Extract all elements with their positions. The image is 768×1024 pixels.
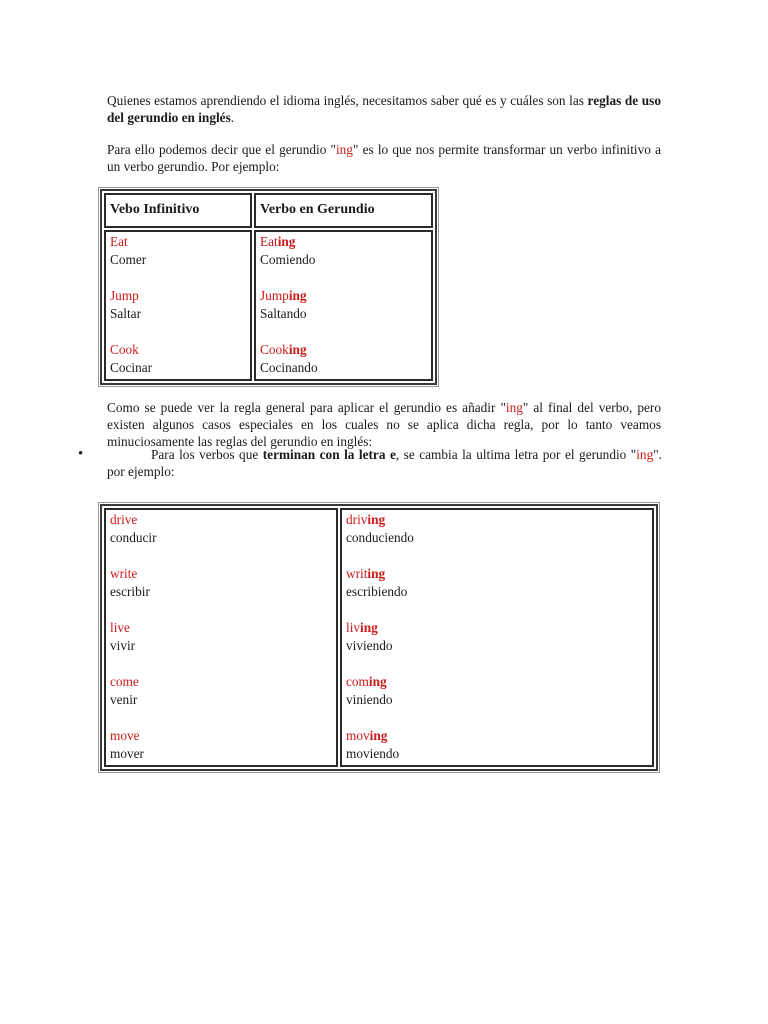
table-body-row	[104, 508, 654, 767]
para2-post: " es lo que nos permite transformar un verbo infinitivo a un verbo gerundio. Por ejemplo:	[107, 142, 661, 174]
list-item	[110, 511, 332, 546]
gerund-es: conduciendo	[346, 529, 414, 545]
gerund-suffix: ing	[368, 674, 387, 689]
intro-paragraph	[107, 92, 661, 126]
infinitive-column	[104, 230, 252, 381]
list-item	[110, 287, 246, 322]
verb-es: conducir	[110, 529, 157, 545]
para3-ing: ing	[505, 400, 523, 415]
bullet-bold: terminan con la letra e	[262, 447, 396, 462]
verb-en: come	[110, 674, 139, 689]
bullet-icon: •	[78, 446, 84, 462]
list-item	[346, 727, 648, 762]
verb-en: Jump	[110, 288, 139, 303]
gerund-en	[260, 233, 427, 251]
gerund-en	[346, 619, 648, 637]
gerund-suffix: ing	[288, 288, 307, 303]
list-item	[346, 619, 648, 654]
list-item	[260, 287, 427, 322]
intro-end: .	[230, 110, 235, 125]
header-infinitive: Vebo Infinitivo	[104, 193, 252, 228]
gerund-suffix: ing	[360, 620, 378, 635]
verb-en: write	[110, 566, 138, 581]
intro-text: Quienes estamos aprendiendo el idioma inglés, necesitamos saber qué es y cuáles son las	[107, 93, 588, 108]
gerund-en	[260, 287, 427, 305]
gerund-base: mov	[346, 728, 370, 743]
bullet-item	[78, 446, 662, 480]
verb-es: vivir	[110, 637, 136, 653]
para2-ing: ing	[335, 142, 353, 157]
verb-es: escribir	[110, 583, 150, 599]
list-item	[110, 565, 332, 600]
gerund-suffix: ing	[369, 728, 388, 743]
rule-paragraph	[107, 399, 661, 450]
gerund-base: com	[346, 674, 369, 689]
gerund-en	[260, 341, 427, 359]
bullet-mid: , se cambia la ultima letra por el gerundio "	[395, 447, 637, 462]
verb-en: Eat	[110, 234, 128, 249]
para3-post: " al final del verbo, pero existen algunos casos especiales en los cuales no se aplica dicha regla, por lo tanto veamos minuciosamente las reglas del gerundio en inglés:	[107, 400, 661, 449]
gerund-suffix: ing	[367, 566, 386, 581]
table-body-row	[104, 230, 433, 381]
verb-en: live	[110, 620, 130, 635]
gerund-es: escribiendo	[346, 583, 408, 599]
gerund-en	[346, 727, 648, 745]
bullet-ing: ing	[636, 447, 654, 462]
gerund-es: Cocinando	[260, 359, 318, 375]
gerund-es: moviendo	[346, 745, 400, 761]
bullet-post: ". por ejemplo:	[107, 447, 662, 479]
gerund-base: Jump	[260, 288, 289, 303]
gerund-base: liv	[346, 620, 361, 635]
infinitive-column	[104, 508, 338, 767]
list-item	[110, 727, 332, 762]
verb-es: venir	[110, 691, 138, 707]
gerund-suffix: ing	[277, 234, 296, 249]
e-ending-gerund-table	[100, 504, 658, 771]
gerund-column	[254, 230, 433, 381]
verb-en: Cook	[110, 342, 139, 357]
gerund-es: viniendo	[346, 691, 393, 707]
bullet-pre: Para los verbos que	[151, 447, 263, 462]
basic-gerund-table	[100, 189, 437, 385]
list-item	[110, 341, 246, 376]
gerund-es: Saltando	[260, 305, 307, 321]
gerund-suffix: ing	[288, 342, 307, 357]
verb-es: mover	[110, 745, 144, 761]
gerund-base: Cook	[260, 342, 289, 357]
list-item	[346, 511, 648, 546]
verb-es: Saltar	[110, 305, 142, 321]
gerund-en	[346, 565, 648, 583]
header-gerund: Verbo en Gerundio	[254, 193, 433, 228]
gerund-base: writ	[346, 566, 368, 581]
gerund-en	[346, 673, 648, 691]
gerund-base: driv	[346, 512, 368, 527]
list-item	[110, 233, 246, 268]
definition-paragraph	[107, 141, 661, 175]
gerund-en	[346, 511, 648, 529]
para3-pre: Como se puede ver la regla general para aplicar el gerundio es añadir "	[107, 400, 506, 415]
table-header-row	[104, 193, 433, 228]
verb-es: Comer	[110, 251, 147, 267]
list-item	[260, 233, 427, 268]
gerund-es: Comiendo	[260, 251, 316, 267]
gerund-es: viviendo	[346, 637, 393, 653]
para2-pre: Para ello podemos decir que el gerundio "	[107, 142, 336, 157]
verb-es: Cocinar	[110, 359, 153, 375]
gerund-column	[340, 508, 654, 767]
bullet-text	[107, 446, 662, 480]
list-item	[110, 619, 332, 654]
gerund-suffix: ing	[367, 512, 386, 527]
intro-bold: reglas de uso del gerundio en inglés	[107, 93, 661, 125]
verb-en: move	[110, 728, 140, 743]
verb-en: drive	[110, 512, 138, 527]
list-item	[346, 673, 648, 708]
list-item	[346, 565, 648, 600]
list-item	[110, 673, 332, 708]
list-item	[260, 341, 427, 376]
gerund-base: Eat	[260, 234, 278, 249]
